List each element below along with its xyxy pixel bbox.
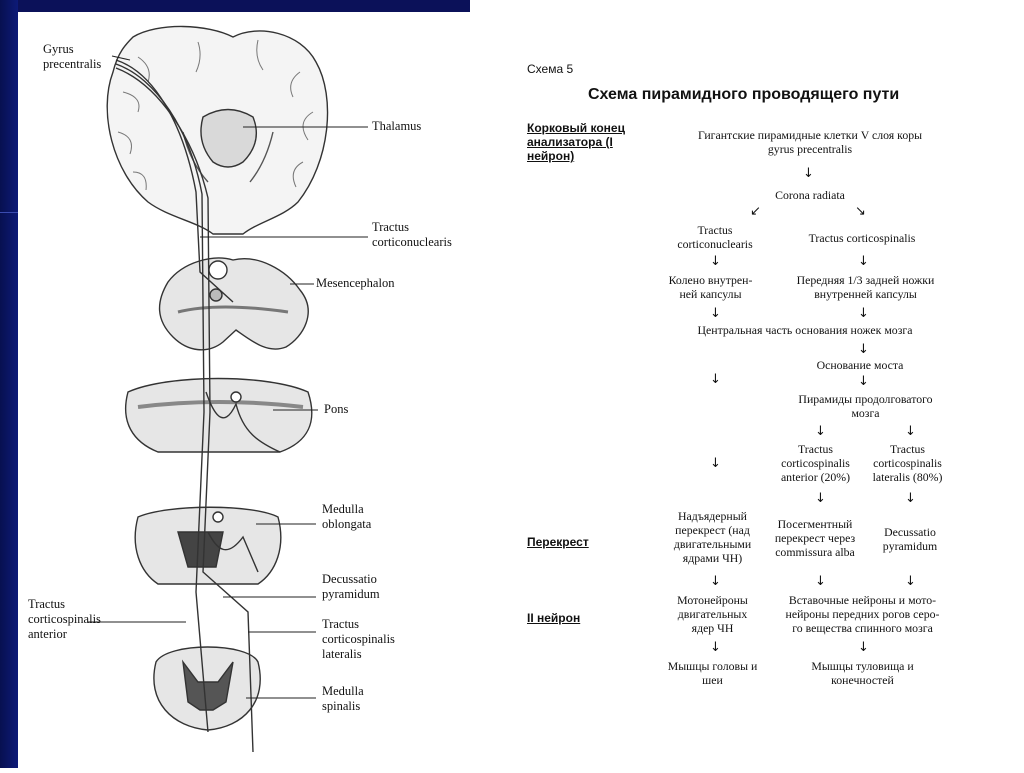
side-label-crossing: Перекрест bbox=[527, 535, 589, 549]
label-decussatio-pyramidum: Decussatio pyramidum bbox=[322, 572, 380, 601]
node-decussatio-pyramidum: Decussatio pyramidum bbox=[882, 525, 938, 553]
node-medulla-pyramids: Пирамиды продолговатого мозга bbox=[798, 392, 933, 420]
arrow-down: ↓ bbox=[905, 491, 916, 506]
node-tractus-corticonuclearis: Tractus corticonuclearis bbox=[677, 223, 753, 251]
node-tractus-cs-lateralis: Tractus corticospinalis lateralis (80%) bbox=[872, 442, 943, 484]
slide-left-bar bbox=[0, 0, 18, 768]
arrow-down: ↓ bbox=[905, 424, 916, 439]
arrow-down: ↓ bbox=[858, 254, 869, 269]
label-thalamus: Thalamus bbox=[372, 119, 422, 133]
scheme-number: Схема 5 bbox=[527, 62, 574, 76]
node-pons-base: Основание моста bbox=[816, 358, 904, 372]
node-tractus-corticospinalis: Tractus corticospinalis bbox=[808, 231, 916, 245]
side-label-cortex: Корковый конец анализатора (I нейрон) bbox=[527, 121, 625, 163]
node-central-cerebral-peduncles: Центральная часть основания ножек мозга bbox=[697, 323, 913, 337]
arrow-down: ↓ bbox=[815, 491, 826, 506]
pyramidal-tract-illustration bbox=[18, 12, 470, 768]
node-tractus-cs-anterior: Tractus corticospinalis anterior (20%) bbox=[780, 442, 851, 484]
arrow-down: ↓ bbox=[858, 374, 869, 389]
mesencephalon-shape bbox=[160, 258, 309, 350]
side-label-second-neuron: II нейрон bbox=[527, 611, 581, 625]
arrow-down: ↓ bbox=[858, 306, 869, 321]
scheme-title: Схема пирамидного проводящего пути bbox=[588, 86, 900, 103]
arrow-down: ↓ bbox=[710, 372, 721, 387]
arrow-down-right: ↘ bbox=[855, 204, 866, 219]
label-medulla-spinalis: Medulla spinalis bbox=[322, 684, 364, 713]
label-tractus-corticospinalis-lateralis: Tractus corticospinalis lateralis bbox=[322, 617, 395, 661]
arrow-down: ↓ bbox=[710, 574, 721, 589]
arrow-down: ↓ bbox=[710, 640, 721, 655]
label-pons: Pons bbox=[324, 402, 349, 416]
label-tractus-corticospinalis-anterior: Tractus corticospinalis anterior bbox=[28, 597, 101, 641]
node-anterior-third-posterior-limb: Передняя 1/3 задней ножки внутренней капсулы bbox=[796, 273, 935, 301]
arrow-down: ↓ bbox=[815, 574, 826, 589]
label-mesencephalon: Mesencephalon bbox=[316, 276, 395, 290]
node-segmental-crossing: Посегментный перекрест через commissura alba bbox=[774, 517, 856, 559]
arrow-down: ↓ bbox=[710, 306, 721, 321]
arrow-down: ↓ bbox=[858, 342, 869, 357]
label-medulla-oblongata: Medulla oblongata bbox=[322, 502, 372, 531]
node-cranial-nerve-motoneurons: Мотонейроны двигательных ядер ЧН bbox=[677, 593, 748, 635]
arrow-down: ↓ bbox=[815, 424, 826, 439]
slide-top-bar bbox=[0, 0, 470, 12]
node-giant-pyramidal-cells: Гигантские пирамидные клетки V слоя коры gyrus precentralis bbox=[697, 128, 923, 156]
pyramidal-pathway-scheme bbox=[520, 55, 970, 715]
node-head-neck-muscles: Мышцы головы и шеи bbox=[667, 659, 758, 687]
arrow-down: ↓ bbox=[803, 166, 814, 181]
label-gyrus-precentralis: Gyrus precentralis bbox=[43, 42, 102, 71]
node-supranuclear-crossing: Надъядерный перекрест (над двигательными ядрами ЧН) bbox=[673, 509, 752, 565]
label-tractus-corticonuclearis: Tractus corticonuclearis bbox=[372, 220, 452, 249]
left-bar-accent-line bbox=[0, 212, 18, 213]
arrow-down: ↓ bbox=[710, 254, 721, 269]
arrow-down: ↓ bbox=[905, 574, 916, 589]
node-internal-capsule-knee: Колено внутрен- ней капсулы bbox=[668, 273, 753, 301]
arrow-down: ↓ bbox=[710, 456, 721, 471]
node-corona-radiata: Corona radiata bbox=[775, 188, 845, 202]
node-spinal-interneurons: Вставочные нейроны и мото- нейроны передних рогов серо- го вещества спинного мозга bbox=[785, 593, 940, 635]
arrow-down-left: ↙ bbox=[750, 204, 761, 219]
node-trunk-limb-muscles: Мышцы туловища и конечностей bbox=[811, 659, 914, 687]
arrow-down: ↓ bbox=[858, 640, 869, 655]
